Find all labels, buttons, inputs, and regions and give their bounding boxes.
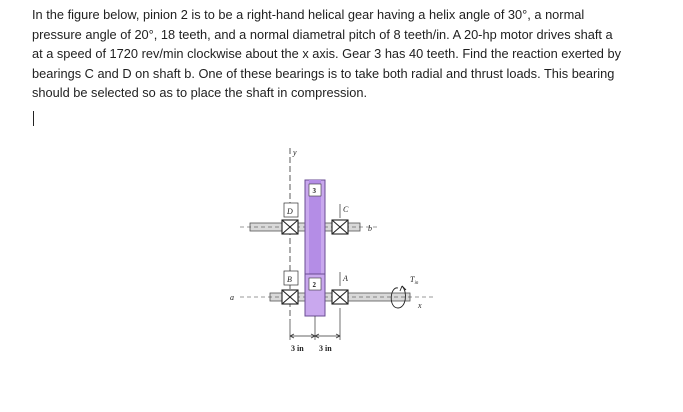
figure-canvas [220,140,440,360]
bearing-a [332,290,348,304]
problem-line-2: pressure angle of 20°, 18 teeth, and a normal diametral pitch of 8 teeth/in. A 20-hp motor drives shaft a [32,26,613,42]
bearing-c-label: C [343,205,349,214]
bearing-b-label: B [287,275,292,284]
bearing-a-label: A [343,274,348,283]
shaft-b-label: b [368,224,372,233]
problem-line-5: should be selected so as to place the shaft in compression. [32,85,368,100]
bearing-c [332,220,348,234]
y-axis-label: y [293,148,297,157]
bearing-b [282,290,298,304]
problem-line-3: at a speed of 1720 rev/min clockwise about the x axis. Gear 3 has 40 teeth. Find the reaction exerted by [32,46,621,61]
bearing-d-label: D [287,207,293,216]
gear-shaft-figure [220,140,440,360]
text-cursor [33,111,34,126]
shaft-a-label: a [230,293,234,302]
bearing-d [282,220,298,234]
torque-label-sub: in [414,281,419,286]
dim-left-label: 3 in [291,344,304,353]
problem-statement [32,5,662,103]
problem-line-1: In the figure below, pinion 2 is to be a right-hand helical gear having a helix angle of 30°, a normal [32,7,585,22]
dim-right-label: 3 in [319,344,332,353]
problem-line-4: bearings C and D on shaft b. One of these bearings is to take both radial and thrust loads. This bearing [32,65,615,81]
torque-label: $T_{in}$ [410,275,419,286]
x-axis-label: x [418,301,422,310]
gear-3-number: 3 [312,187,316,195]
gear-2-number: 2 [312,281,316,289]
